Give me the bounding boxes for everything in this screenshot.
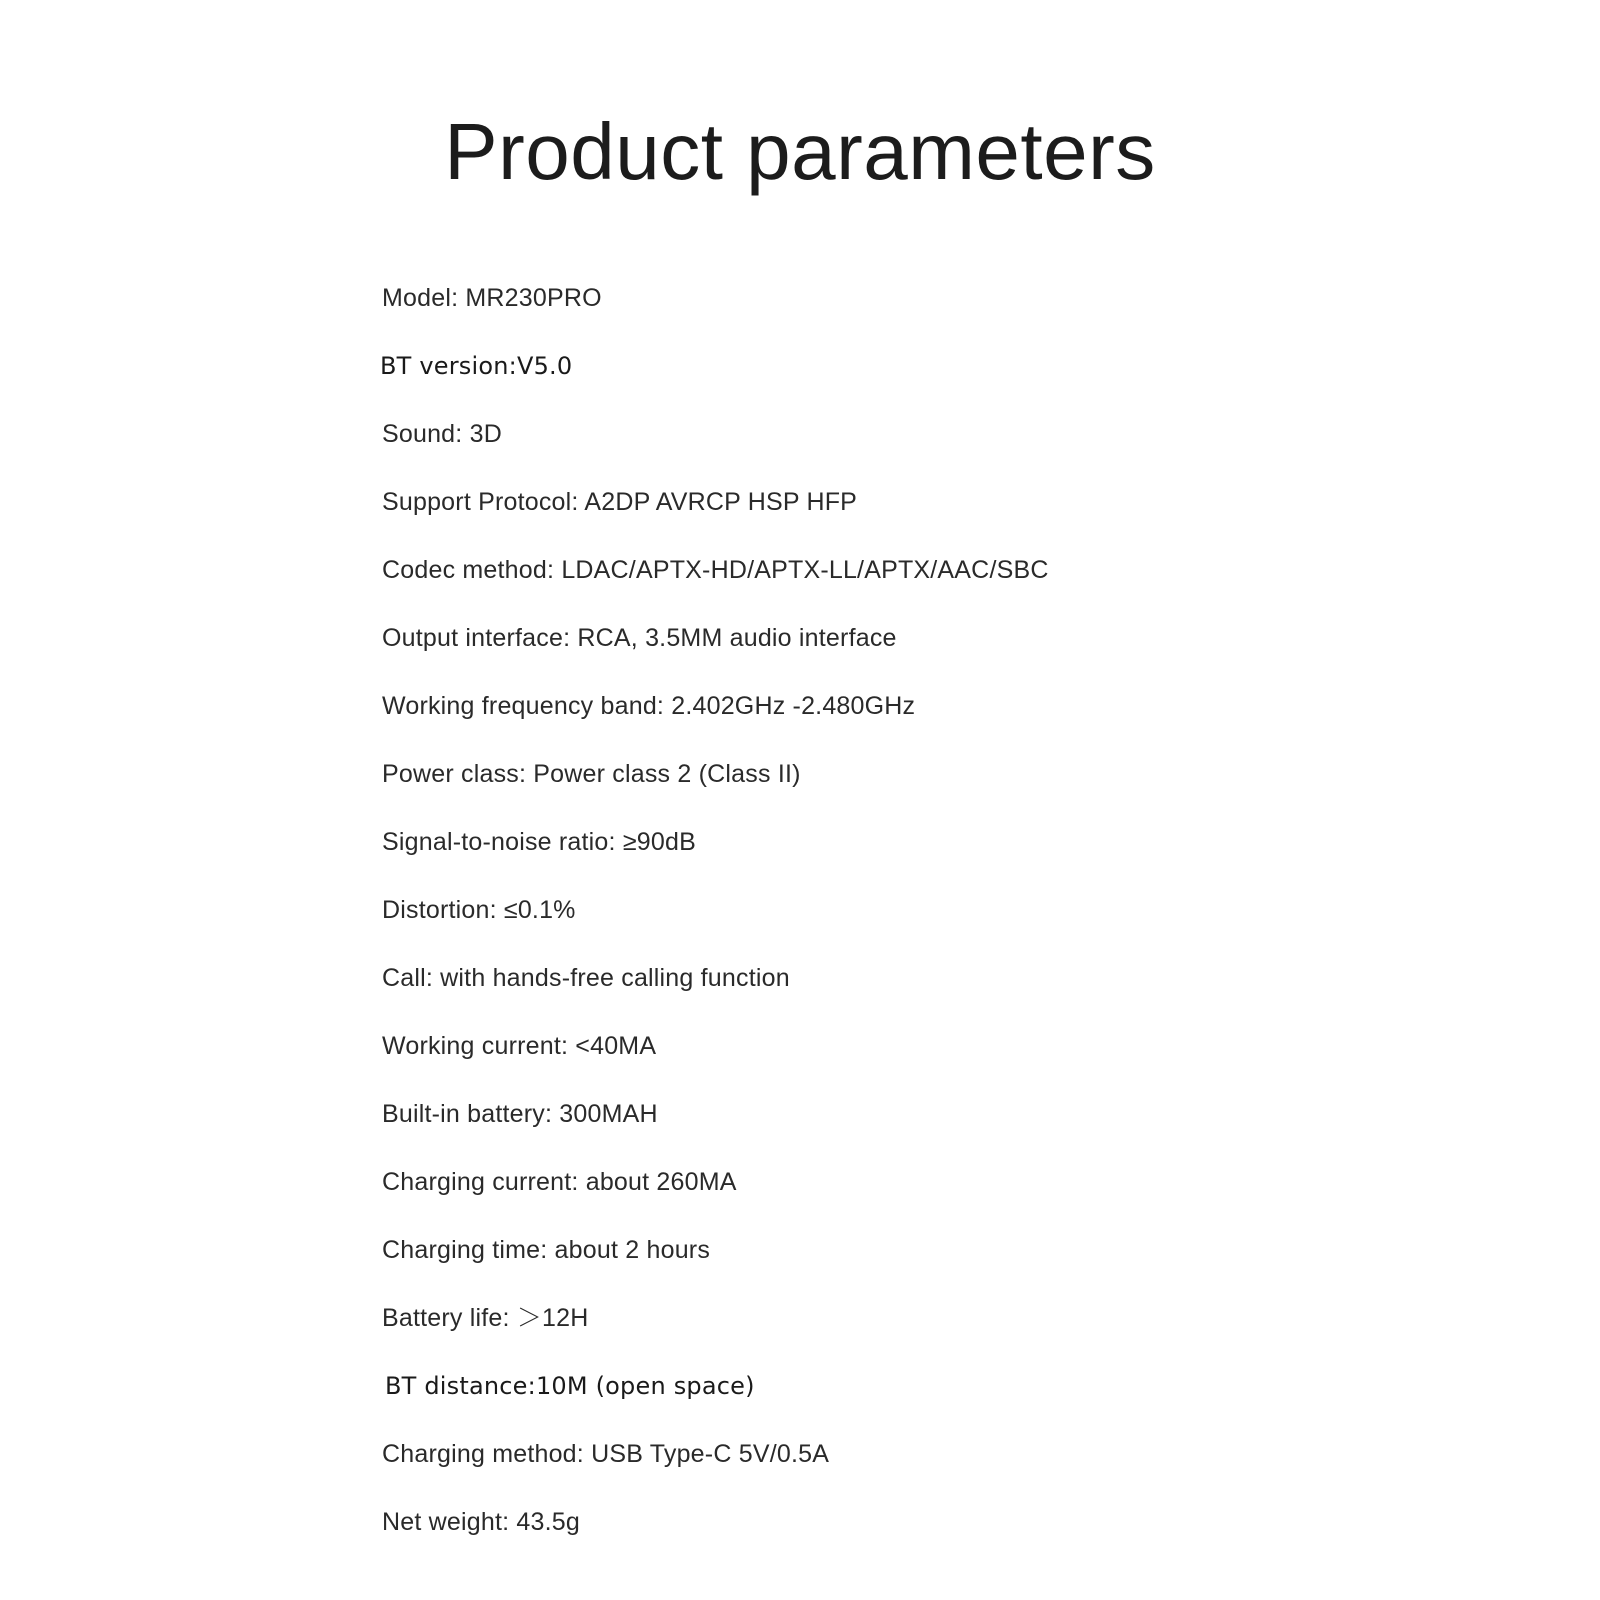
spec-value: ≥90dB [622, 828, 696, 856]
page-title: Product parameters [444, 107, 1156, 196]
spec-value: about 2 hours [554, 1236, 711, 1264]
spec-value: MR230PRO [465, 284, 602, 312]
spec-label: Distortion: [382, 896, 497, 924]
spec-value: <40MA [575, 1032, 657, 1060]
spec-value: about 260MA [585, 1168, 737, 1196]
spec-value: A2DP AVRCP HSP HFP [584, 488, 858, 516]
spec-label: Sound: [382, 420, 463, 448]
spec-charging-method [382, 1440, 1049, 1508]
spec-label: Working frequency band: [382, 692, 665, 720]
spec-label: Battery life: [382, 1304, 510, 1332]
spec-label: Power class: [382, 760, 527, 788]
spec-value: ＞12H [516, 1304, 589, 1332]
spec-model [382, 284, 1049, 352]
spec-label: BT distance: [385, 1372, 536, 1400]
spec-value: 300MAH [559, 1100, 658, 1128]
spec-charging-time [382, 1236, 1049, 1304]
spec-value: 3D [469, 420, 502, 448]
spec-output-interface [382, 624, 1049, 692]
spec-value: ≤0.1% [503, 896, 576, 924]
spec-label: Model: [382, 284, 459, 312]
spec-value: 43.5g [516, 1508, 580, 1536]
spec-value: with hands-free calling function [440, 964, 790, 992]
spec-label: Built-in battery: [382, 1100, 553, 1128]
spec-power-class [382, 760, 1049, 828]
spec-value: V5.0 [516, 352, 573, 380]
spec-value: 10M (open space) [535, 1372, 755, 1400]
spec-call [382, 964, 1049, 1032]
spec-label: Codec method: [382, 556, 555, 584]
spec-value: USB Type-C 5V/0.5A [591, 1440, 830, 1468]
spec-working-current [382, 1032, 1049, 1100]
spec-sound [382, 420, 1049, 488]
spec-label: Signal-to-noise ratio: [382, 828, 616, 856]
spec-label: Call: [382, 964, 434, 992]
spec-support-protocol [382, 488, 1049, 556]
spec-value: 2.402GHz -2.480GHz [671, 692, 916, 720]
spec-codec-method [382, 556, 1049, 624]
spec-label: Output interface: [382, 624, 571, 652]
spec-bt-version [380, 352, 1049, 420]
spec-label: Working current: [382, 1032, 569, 1060]
spec-list [382, 284, 1049, 1576]
spec-distortion [382, 896, 1049, 964]
spec-label: Charging current: [382, 1168, 579, 1196]
spec-charging-current [382, 1168, 1049, 1236]
spec-value: RCA, 3.5MM audio interface [577, 624, 897, 652]
spec-label: Net weight: [382, 1508, 510, 1536]
spec-signal-to-noise-ratio [382, 828, 1049, 896]
spec-value: LDAC/APTX-HD/APTX-LL/APTX/AAC/SBC [561, 556, 1049, 584]
spec-built-in-battery [382, 1100, 1049, 1168]
spec-bt-distance [385, 1372, 1049, 1440]
spec-net-weight [382, 1508, 1049, 1576]
spec-working-frequency-band [382, 692, 1049, 760]
spec-label: Charging method: [382, 1440, 584, 1468]
spec-value: Power class 2 (Class II) [533, 760, 801, 788]
spec-label: Charging time: [382, 1236, 548, 1264]
spec-battery-life [382, 1304, 1049, 1372]
spec-label: Support Protocol: [382, 488, 579, 516]
spec-label: BT version: [380, 352, 517, 380]
